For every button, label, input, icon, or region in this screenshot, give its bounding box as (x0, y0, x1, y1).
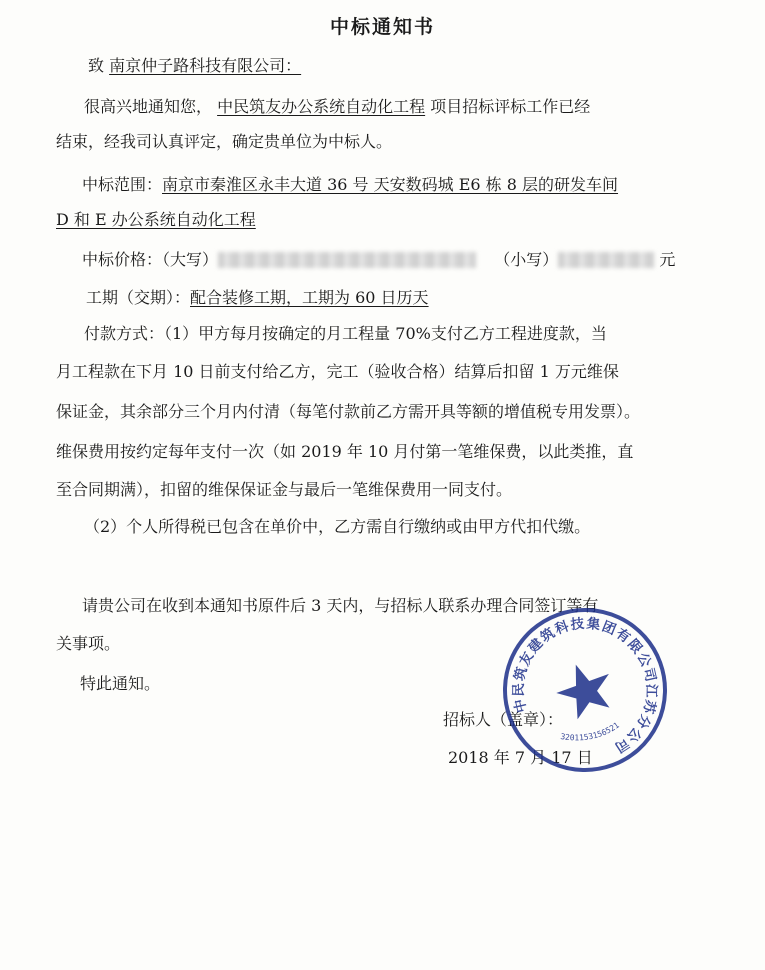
signature-date: 2018 年 7 月 17 日 (448, 748, 593, 767)
recipient-line (88, 56, 301, 76)
intro-line-2: 结束，经我司认真评定，确定贵单位为中标人。 (56, 132, 393, 151)
closing-line-2: 关事项。 (56, 634, 121, 653)
intro-text-a: 很高兴地通知您， (84, 97, 213, 116)
seal-number: 3201153156521 (559, 720, 621, 743)
notice-line: 特此通知。 (80, 674, 161, 693)
price-redacted-number (558, 252, 654, 268)
payment-line-4: 维保费用按约定每年支付一次（如 2019 年 10 月付第一笔维保费，以此类推，直 (56, 442, 634, 461)
price-unit: 元 (659, 250, 676, 269)
seal-star-icon (549, 655, 619, 723)
signer-label: 招标人（盖章）： (443, 710, 564, 729)
payment-line-2: 月工程款在下月 10 日前支付给乙方，完工（验收合格）结算后扣留 1 万元维保 (56, 362, 619, 381)
price-small-label: （小写） (494, 250, 559, 269)
price-redacted-uppercase (218, 252, 476, 268)
price-label: 中标价格：（大写） (82, 250, 219, 269)
company-seal (500, 605, 670, 775)
scope-text-1: 南京市秦淮区永丰大道 36 号 天安数码城 E6 栋 8 层的研发车间 (162, 175, 619, 194)
period-value: 配合装修工期，工期为 60 日历天 (190, 288, 429, 307)
payment-line-6: （2）个人所得税已包含在单价中，乙方需自行缴纳或由甲方代扣代缴。 (84, 517, 591, 536)
payment-line-1: 付款方式：（1）甲方每月按确定的月工程量 70%支付乙方工程进度款，当 (84, 324, 607, 343)
closing-line-1: 请贵公司在收到本通知书原件后 3 天内，与招标人联系办理合同签订等有 (82, 596, 599, 615)
period-label: 工期（交期）： (86, 288, 191, 307)
intro-text-b: 项目招标评标工作已经 (430, 97, 591, 116)
payment-line-5: 至合同期满），扣留的维保保证金与最后一笔维保费用一同支付。 (56, 480, 513, 499)
scope-label: 中标范围： (82, 175, 163, 194)
project-name: 中民筑友办公系统自动化工程 (217, 97, 426, 116)
scope-line-1 (82, 175, 618, 195)
scope-text-2: D 和 E 办公系统自动化工程 (56, 210, 256, 229)
seal-text: 中民筑友建筑科技集团有限公司江苏分公司 (510, 615, 660, 757)
document-title: 中标通知书 (329, 16, 435, 38)
payment-line-3: 保证金，其余部分三个月内付清（每笔付款前乙方需开具等额的增值税专用发票）。 (56, 402, 641, 421)
recipient-prefix: 致 (88, 56, 105, 75)
recipient-name: 南京仲子路科技有限公司： (109, 56, 302, 75)
price-line (82, 250, 675, 270)
period-line (86, 288, 429, 308)
intro-line-1 (84, 97, 590, 117)
scope-line-2 (56, 210, 256, 230)
